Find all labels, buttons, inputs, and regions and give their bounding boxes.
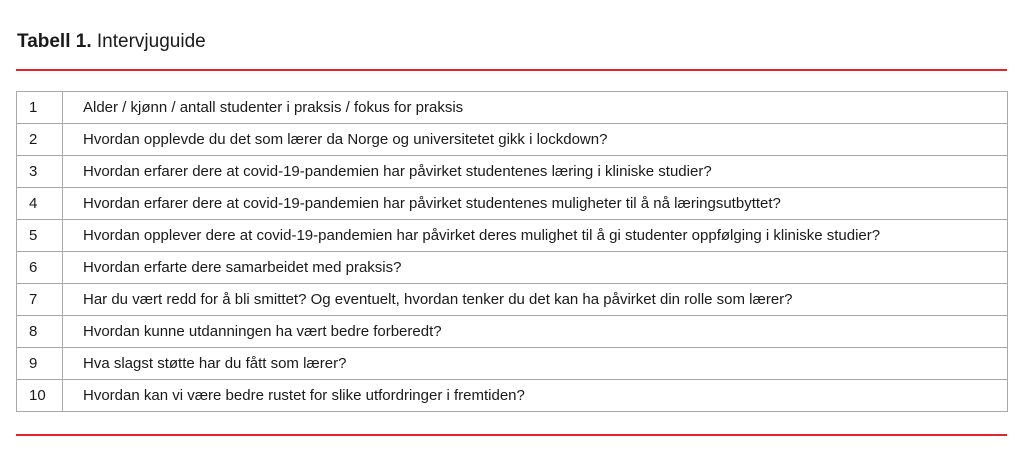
row-question: Hvordan kan vi være bedre rustet for slike utfordringer i fremtiden? xyxy=(63,380,1008,412)
caption-text: Intervjuguide xyxy=(96,31,206,52)
row-question: Hvordan opplevde du det som lærer da Norge og universitetet gikk i lockdown? xyxy=(63,124,1008,156)
table-row xyxy=(17,284,1008,316)
row-question: Hvordan erfarer dere at covid-19-pandemien har påvirket studentenes læring i kliniske studier? xyxy=(63,156,1008,188)
table-row xyxy=(17,156,1008,188)
table-row xyxy=(17,252,1008,284)
interview-guide-table xyxy=(16,91,1008,412)
row-number: 10 xyxy=(17,380,63,412)
bottom-divider xyxy=(16,434,1007,436)
table-row xyxy=(17,124,1008,156)
row-question: Hvordan erfarte dere samarbeidet med praksis? xyxy=(63,252,1008,284)
row-number: 7 xyxy=(17,284,63,316)
table-row xyxy=(17,316,1008,348)
table-row xyxy=(17,380,1008,412)
row-question: Hva slagst støtte har du fått som lærer? xyxy=(63,348,1008,380)
row-number: 9 xyxy=(17,348,63,380)
row-number: 4 xyxy=(17,188,63,220)
caption-label: Tabell 1. xyxy=(17,31,92,52)
row-question: Har du vært redd for å bli smittet? Og eventuelt, hvordan tenker du det kan ha påvirket din rolle som lærer? xyxy=(63,284,1008,316)
row-number: 3 xyxy=(17,156,63,188)
row-number: 1 xyxy=(17,92,63,124)
table-row xyxy=(17,220,1008,252)
row-question: Hvordan erfarer dere at covid-19-pandemien har påvirket studentenes muligheter til å nå læringsutbyttet? xyxy=(63,188,1008,220)
table-caption xyxy=(17,30,206,54)
row-number: 5 xyxy=(17,220,63,252)
table-row xyxy=(17,348,1008,380)
table-row xyxy=(17,92,1008,124)
table-row xyxy=(17,188,1008,220)
row-question: Alder / kjønn / antall studenter i praksis / fokus for praksis xyxy=(63,92,1008,124)
top-divider xyxy=(16,69,1007,71)
row-question: Hvordan kunne utdanningen ha vært bedre forberedt? xyxy=(63,316,1008,348)
row-number: 8 xyxy=(17,316,63,348)
row-number: 6 xyxy=(17,252,63,284)
row-question: Hvordan opplever dere at covid-19-pandemien har påvirket deres mulighet til å gi studenter oppfølging i kliniske studier? xyxy=(63,220,1008,252)
row-number: 2 xyxy=(17,124,63,156)
